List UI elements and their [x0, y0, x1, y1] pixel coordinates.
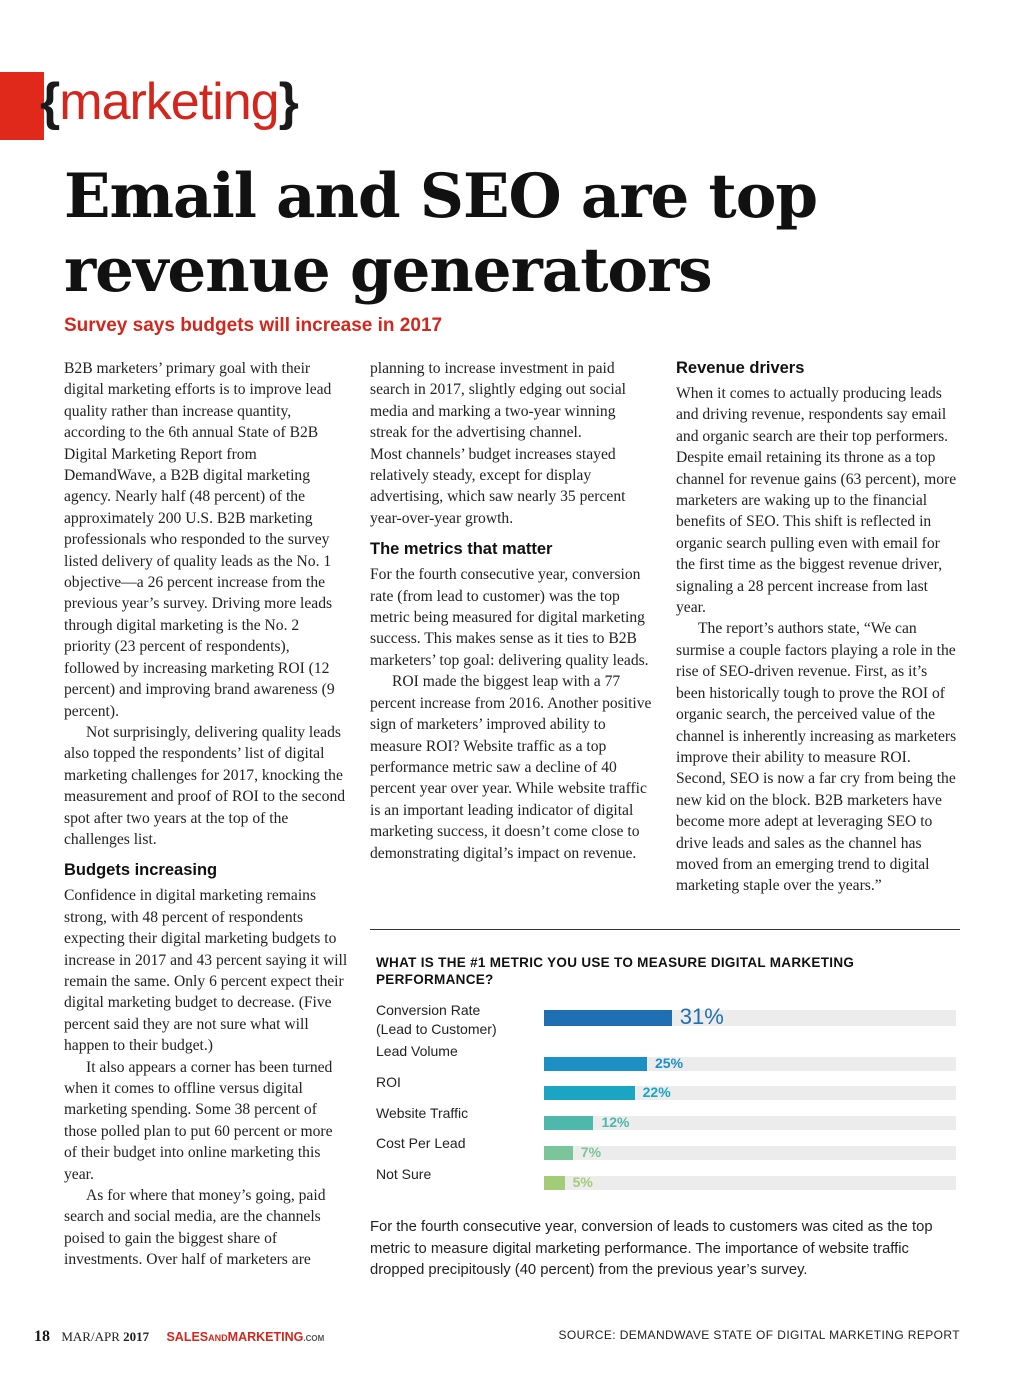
site-marketing: MARKETING	[227, 1330, 304, 1344]
paragraph: For the fourth consecutive year, conversion rate (from lead to customer) was the top metric being measured for digital marketing success. This makes sense as it ties to B2B marketers’ top goal: delivering quality leads.	[370, 566, 649, 669]
value-label: 22%	[642, 1084, 671, 1100]
paragraph: Not surprisingly, delivering quality leads also topped the respondents’ list of digital marketing challenges for 2017, knocking the measurement and proof of ROI to the second spot after two years at the top of the challenges list.	[64, 723, 346, 848]
section-color-tab	[0, 72, 44, 140]
paragraph: Confidence in digital marketing remains strong, with 48 percent of respondents expecting their digital marketing budgets to increase in 2017 and 43 percent saying it will remain the same. Only 6 percent expect their digital marketing budget to decrease. (Five percent said they are not sure what will happen to their budget.)	[64, 887, 348, 1055]
paragraph: planning to increase investment in paid search in 2017, slightly edging out social media and marking a two-year winning streak for the advertising channel.	[370, 360, 626, 442]
article-column-1	[64, 358, 348, 1271]
article-column-3	[676, 358, 960, 897]
bar	[544, 1086, 635, 1100]
headline: Email and SEO are top revenue generators	[64, 161, 818, 306]
paragraph: B2B marketers’ primary goal with their digital marketing efforts is to improve lead quality rather than increase quantity, according to the 6th annual State of B2B Digital Marketing Report from DemandWave, a B2B digital marketing agency. Nearly half (48 percent) of the approximately 200 U.S. B2B marketing professionals who responded to the survey listed delivery of quality leads as the No. 1 objective—a 26 percent increase from the previous year’s survey. Driving more leads through digital marketing is the No. 2 priority (23 percent of respondents), followed by increasing marketing ROI (12 percent) and improving brand awareness (9 percent).	[64, 360, 335, 720]
bar-track	[544, 1057, 956, 1071]
category-label: Cost Per Lead	[376, 1135, 466, 1151]
site-com: .COM	[303, 1334, 325, 1343]
chart-title: WHAT IS THE #1 METRIC YOU USE TO MEASURE DIGITAL MARKETING PERFORMANCE?	[376, 955, 855, 987]
footer-left	[34, 1328, 324, 1346]
bar-track	[544, 1176, 956, 1190]
bar-chart	[370, 995, 970, 1200]
bar	[544, 1010, 672, 1026]
subheadline: Survey says budgets will increase in 2017	[64, 315, 443, 336]
section-heading-revenue: Revenue drivers	[676, 359, 805, 377]
bar	[544, 1057, 647, 1071]
chart-divider	[370, 929, 960, 930]
category-label: ROI	[376, 1074, 401, 1090]
value-label: 5%	[572, 1174, 593, 1190]
section-label	[40, 64, 298, 140]
section-heading-budgets: Budgets increasing	[64, 861, 218, 880]
section-open-bracket: {	[40, 73, 60, 131]
paragraph: Most channels’ budget increases stayed relatively steady, except for display advertising, which saw nearly 35 percent year-over-year growth.	[370, 445, 626, 527]
site-and: AND	[208, 1333, 228, 1343]
category-label: Not Sure	[376, 1166, 432, 1182]
value-label: 31%	[679, 1004, 724, 1029]
bar-track	[544, 1004, 956, 1029]
value-label: 12%	[601, 1114, 630, 1130]
category-label: Website Traffic	[376, 1105, 469, 1121]
page-number: 18	[34, 1328, 50, 1345]
value-label: 7%	[580, 1144, 602, 1160]
section-heading-metrics: The metrics that matter	[370, 540, 553, 559]
issue-date	[61, 1329, 149, 1344]
bar	[544, 1146, 573, 1160]
paragraph: The report’s authors state, “We can surmise a couple factors playing a role in the rise of SEO-driven revenue. First, as it’s been historically tough to prove the ROI of organic search, the perceived value of the channel is inherently increasing as marketers improve their ability to measure ROI. Second, SEO is now a far cry from being the new kid on the block. B2B marketers have become more adept at leveraging SEO to drive leads and sales as the channel has moved from an emerging trend to digital marketing staple over the years.”	[676, 620, 957, 895]
category-label: Conversion Rate (Lead to Customer)	[376, 1002, 497, 1037]
paragraph: It also appears a corner has been turned when it comes to offline versus digital marketing spending. Some 38 percent of those polled plan to put 60 percent or more of their budget into online marketing this year.	[64, 1058, 333, 1183]
bar-track	[544, 1146, 956, 1160]
chart-caption: For the fourth consecutive year, conversion of leads to customers was cited as the top metric to measure digital marketing performance. The importance of website traffic dropped precipitously (40 percent) from the previous year’s survey.	[370, 1219, 933, 1278]
bar	[544, 1176, 565, 1190]
bar-track	[544, 1116, 956, 1130]
bar	[544, 1116, 593, 1130]
category-label: Lead Volume	[376, 1043, 458, 1059]
article-column-2	[370, 358, 656, 864]
paragraph: ROI made the biggest leap with a 77 percent increase from 2016. Another positive sign of marketers’ improved ability to measure ROI? Website traffic as a top performance metric saw a decline of 40 percent year over year. While website traffic is an important leading indicator of digital marketing success, it doesn’t come close to demonstrating digital’s impact on revenue.	[370, 673, 652, 862]
site-sales: SALES	[166, 1330, 209, 1344]
issue-year: 2017	[123, 1329, 150, 1344]
value-label: 25%	[655, 1055, 684, 1071]
section-close-bracket: }	[278, 73, 298, 131]
section-name: marketing	[59, 73, 279, 131]
bar-track	[544, 1086, 956, 1100]
issue-month: MAR/APR	[61, 1329, 120, 1344]
paragraph: When it comes to actually producing leads and driving revenue, respondents say email and organic search are their top performers. Despite email retaining its throne as a top channel for revenue gains (63 percent), more marketers are waking up to the financial benefits of SEO. This shift is reflected in organic search pulling even with email for the first time as the biggest revenue driver, signaling a 28 percent increase from last year.	[676, 385, 957, 617]
paragraph: As for where that money’s going, paid search and social media, are the channels poised to gain the biggest share of investments. Over half of marketers are	[64, 1187, 326, 1269]
source-credit: SOURCE: DEMANDWAVE STATE OF DIGITAL MARKETING REPORT	[558, 1328, 960, 1342]
site-name	[166, 1330, 324, 1344]
